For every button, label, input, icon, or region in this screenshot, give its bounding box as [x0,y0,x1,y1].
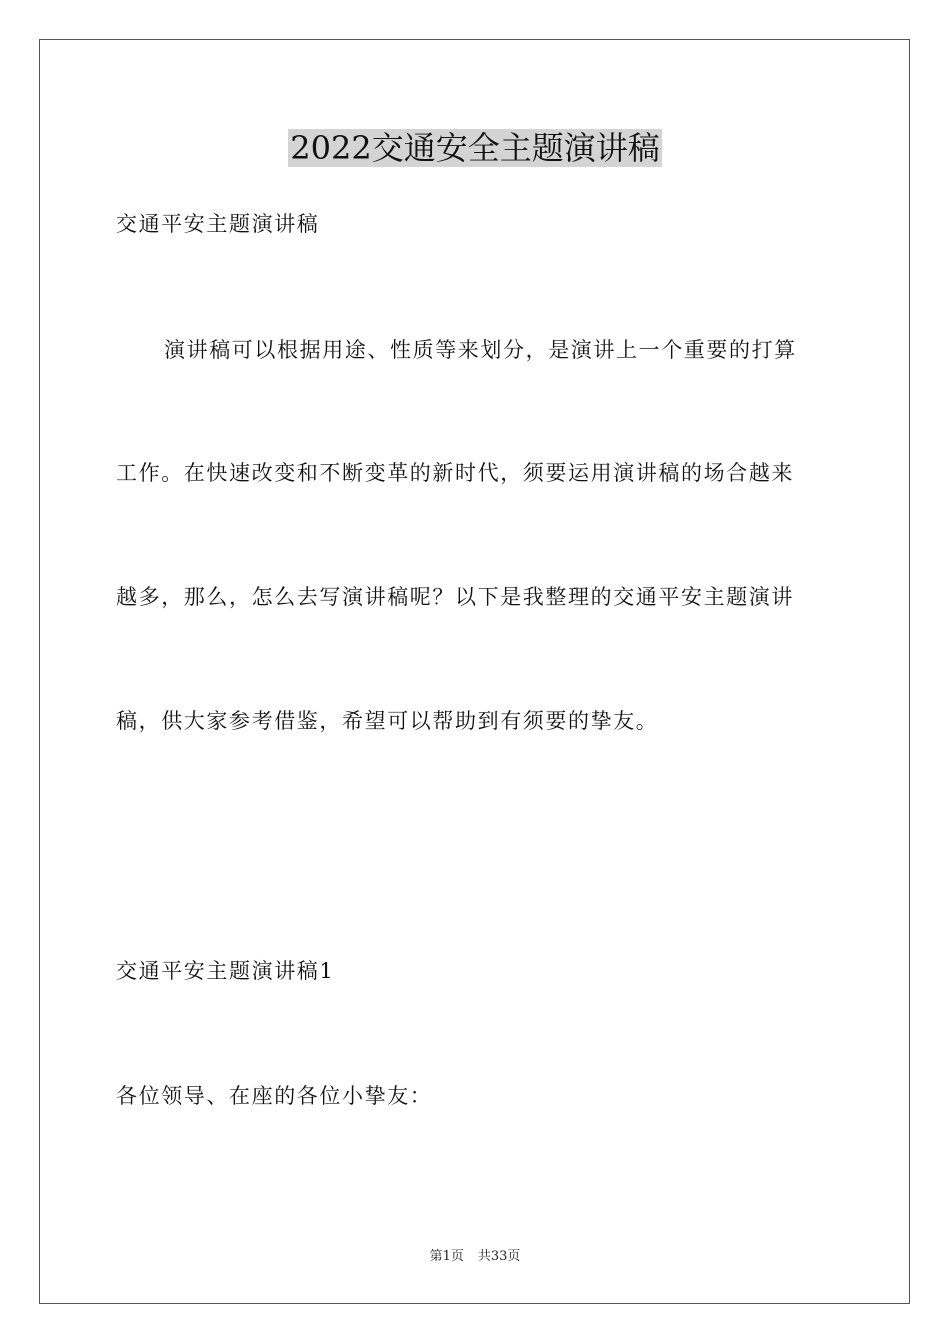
subtitle-line: 交通平安主题演讲稿 [116,212,320,236]
paragraph-line-2: 工作。在快速改变和不断变革的新时代，须要运用演讲稿的场合越来 [116,461,794,485]
paragraph-line-4: 稿，供大家参考借鉴，希望可以帮助到有须要的挚友。 [116,709,659,733]
page-number: 第1页 [429,1249,464,1264]
document-title-text: 2022交通安全主题演讲稿 [290,129,660,167]
document-title [0,124,950,172]
salutation-line: 各位领导、在座的各位小挚友： [116,1084,433,1108]
paragraph-line-3: 越多，那么，怎么去写演讲稿呢？以下是我整理的交通平安主题演讲 [116,585,794,609]
page-total: 共33页 [477,1249,521,1264]
section-heading: 交通平安主题演讲稿1 [116,959,335,983]
paragraph-line-1: 演讲稿可以根据用途、性质等来划分，是演讲上一个重要的打算 [164,338,797,362]
page-footer [0,1248,950,1266]
